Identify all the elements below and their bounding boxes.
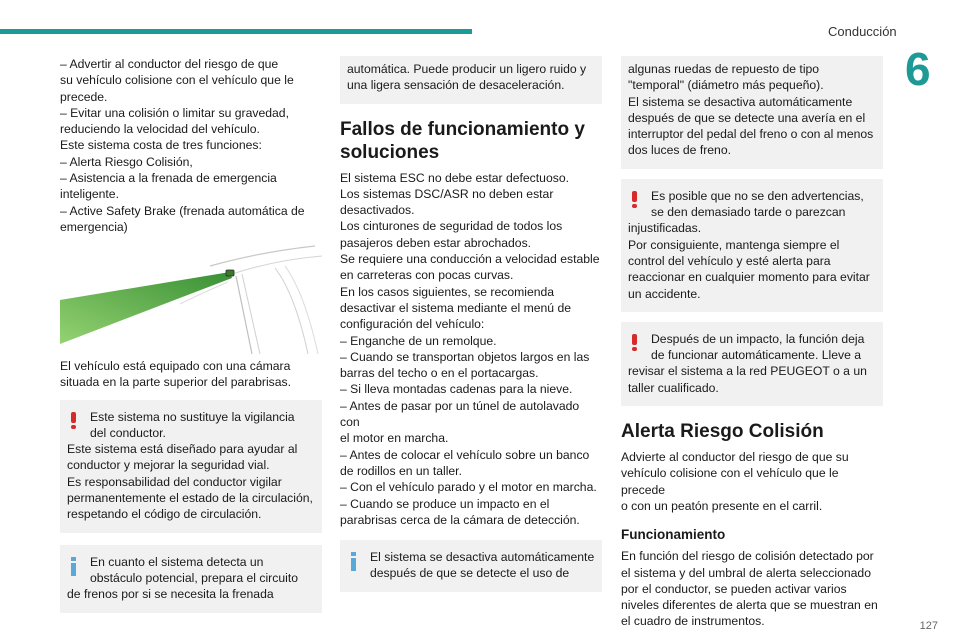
text-line: – Evitar una colisión o limitar su gravedad,: [60, 105, 289, 120]
function-text: [621, 548, 883, 629]
warning-line: conductor y mejorar la seguridad vial.: [67, 458, 270, 473]
text-line: pasajeros deben estar abrochados.: [340, 235, 532, 250]
text-line: parabrisas cerca de la cámara de detección.: [340, 512, 580, 527]
camera-caption: [60, 358, 322, 391]
info-line: "temporal" (diámetro más pequeño).: [628, 78, 824, 93]
warning-line: Por consiguiente, mantenga siempre el: [628, 237, 840, 252]
warning-box: [60, 400, 322, 533]
text-line: el sistema y del umbral de alerta seleccionado: [621, 565, 871, 580]
text-line: – Cuando se transportan objetos largos en las: [340, 349, 590, 364]
warning-line: Es responsabilidad del conductor vigilar: [67, 474, 282, 489]
warning-icon: [70, 412, 76, 428]
text-line: Este sistema costa de tres funciones:: [60, 138, 262, 153]
text-line: – Active Safety Brake (frenada automática de: [60, 203, 305, 218]
text-line: emergencia): [60, 219, 128, 234]
text-line: inteligente.: [60, 187, 119, 202]
warning-box: [621, 322, 883, 406]
warning-line: Este sistema está diseñado para ayudar al: [67, 442, 298, 457]
info-line: de frenos por si se necesita la frenada: [67, 587, 274, 602]
warning-icon: [631, 334, 637, 350]
info-box: [60, 545, 322, 613]
column-2: [340, 56, 602, 592]
text-line: desactivar el sistema mediante el menú de: [340, 300, 572, 315]
subheading: Funcionamiento: [621, 527, 726, 543]
heading-line: soluciones: [340, 141, 440, 163]
info-line: automática. Puede producir un ligero ruido y: [347, 62, 587, 76]
text-line: – Alerta Riesgo Colisión,: [60, 154, 193, 169]
text-line: – Cuando se produce un impacto en el: [340, 496, 550, 511]
text-line: desactivados.: [340, 203, 415, 218]
text-line: en carreteras con pocas curvas.: [340, 268, 514, 283]
text-line: Se requiere una conducción a velocidad estable: [340, 252, 600, 267]
text-line: el motor en marcha.: [340, 431, 449, 446]
text-line: – Antes de colocar el vehículo sobre un banco: [340, 447, 590, 462]
info-icon: [70, 557, 76, 575]
info-line: después de que se detecte el uso de: [370, 566, 570, 581]
heading-line: Fallos de funcionamiento y: [340, 118, 585, 140]
column-1-lower: [60, 358, 322, 613]
text-line: – Si lleva montadas cadenas para la nieve.: [340, 382, 573, 397]
warning-line: revisar el sistema a la red PEUGEOT o a un: [628, 364, 867, 379]
info-box-continued: [621, 56, 883, 169]
warning-icon: [631, 191, 637, 207]
text-line: – Enganche de un remolque.: [340, 333, 497, 348]
warning-line: Después de un impacto, la función deja: [651, 331, 865, 346]
section-title: Conducción: [828, 24, 897, 39]
info-box-continued: [340, 56, 602, 104]
text-line: El sistema ESC no debe estar defectuoso.: [340, 170, 569, 185]
text-line: – Advertir al conductor del riesgo de que: [60, 57, 279, 71]
text-line: – Antes de pasar por un túnel de autolavado con: [340, 398, 580, 430]
text-line: Advierte al conductor del riesgo de que su: [621, 450, 849, 465]
text-line: el cuadro de instrumentos.: [621, 614, 765, 629]
column-1: [60, 56, 322, 235]
warning-line: un accidente.: [628, 286, 701, 301]
info-line: después de que se detecte una avería en el: [628, 110, 866, 125]
text-line: de rodillos en un taller.: [340, 463, 462, 478]
text-line: barras del techo o en el portacargas.: [340, 366, 539, 381]
info-line: interruptor del pedal del freno o con al menos: [628, 127, 874, 142]
info-line: El sistema se desactiva automáticamente: [628, 94, 853, 109]
column-3: [621, 56, 883, 630]
text-line: – Con el vehículo parado y el motor en marcha.: [340, 480, 597, 495]
caption-line: El vehículo está equipado con una cámara: [60, 359, 291, 373]
text-line: niveles diferentes de alerta que se muestran en: [621, 598, 878, 613]
intro-text: [621, 449, 883, 514]
caption-line: situada en la parte superior del parabrisas.: [60, 375, 292, 390]
text-line: Los sistemas DSC/ASR no deben estar: [340, 186, 554, 201]
warning-line: control del vehículo y esté alerta para: [628, 253, 831, 268]
info-box: [340, 540, 602, 592]
warning-line: Este sistema no sustituye la vigilancia: [90, 409, 295, 424]
info-line: dos luces de freno.: [628, 143, 731, 158]
section-heading: [340, 118, 602, 164]
text-line: Los cinturones de seguridad de todos los: [340, 219, 563, 234]
text-line: precede.: [60, 89, 108, 104]
info-line: algunas ruedas de repuesto de tipo: [628, 62, 820, 76]
info-line: El sistema se desactiva automáticamente: [370, 550, 595, 565]
text-line: vehículo colisione con el vehículo que le precede: [621, 466, 839, 497]
text-line: configuración del vehículo:: [340, 317, 485, 332]
warning-line: permanentemente el estado de la circulación,: [67, 491, 313, 506]
info-line: una ligera sensación de desaceleración.: [347, 78, 565, 93]
info-line: obstáculo potencial, prepara el circuito: [90, 570, 298, 585]
text-line: En función del riesgo de colisión detectado por: [621, 549, 874, 564]
text-line: o con un peatón presente en el carril.: [621, 498, 823, 513]
text-line: reduciendo la velocidad del vehículo.: [60, 122, 260, 137]
warning-line: de funcionar automáticamente. Lleve a: [651, 348, 862, 363]
text-line: por el conductor, se pueden activar varios: [621, 581, 847, 596]
section-heading: Alerta Riesgo Colisión: [621, 421, 824, 443]
warning-line: Es posible que no se den advertencias,: [651, 188, 864, 203]
warning-line: taller cualificado.: [628, 380, 719, 395]
warning-line: reaccionar en cualquier momento para evitar: [628, 270, 870, 285]
text-line: – Asistencia a la frenada de emergencia: [60, 171, 277, 186]
camera-illustration: [60, 244, 322, 354]
warning-line: respetando el código de circulación.: [67, 507, 262, 522]
warning-line: injustificadas.: [628, 221, 702, 236]
page-number: 127: [919, 620, 938, 632]
body-text: [340, 170, 602, 529]
windshield-camera-image: [60, 244, 322, 354]
info-line: En cuanto el sistema detecta un: [90, 554, 264, 569]
text-line: En los casos siguientes, se recomienda: [340, 284, 555, 299]
warning-box: [621, 179, 883, 312]
chapter-number: 6: [905, 43, 931, 95]
header-accent-bar: [0, 29, 472, 34]
intro-list: [60, 56, 322, 235]
text-line: su vehículo colisione con el vehículo que le: [60, 73, 294, 88]
info-icon: [350, 552, 356, 570]
warning-line: se den demasiado tarde o parezcan: [651, 205, 846, 220]
warning-line: del conductor.: [90, 425, 166, 440]
